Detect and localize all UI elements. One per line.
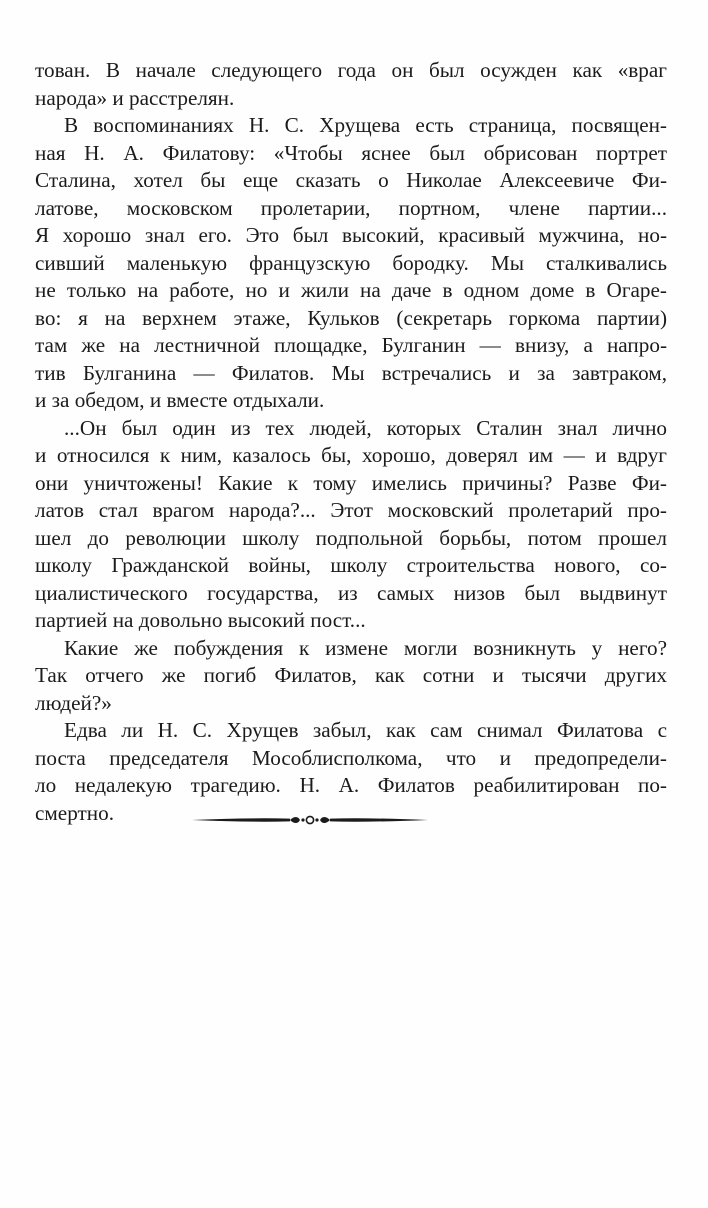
text-line: и за обедом, и вместе отдыхали.: [35, 388, 325, 412]
text-line: тован. В начале следующего года он был осужден как «враг: [35, 58, 667, 82]
text-line: В воспоминаниях Н. С. Хрущева есть страница, посвящен-: [64, 113, 667, 137]
text-line: Сталина, хотел бы еще сказать о Николае Алексеевиче Фи-: [35, 168, 667, 192]
text-line: они уничтожены! Какие к тому имелись причины? Разве Фи-: [35, 470, 667, 495]
text-line: Я хорошо знал его. Это был высокий, красивый мужчина, но-: [35, 223, 667, 247]
text-line: смертно.: [35, 800, 115, 825]
text-line: школу Гражданской войны, школу строительства нового, со-: [35, 553, 667, 577]
text-line: ...Он был один из тех людей, которых Сталин знал лично: [64, 415, 667, 440]
text-line: сивший маленькую французскую бородку. Мы сталкивались: [35, 250, 667, 275]
text-line: латове, московском пролетарии, портном, члене партии...: [35, 195, 667, 220]
text-line: Так отчего же погиб Филатов, как сотни и тысячи других: [35, 663, 667, 687]
text-line: ная Н. А. Филатову: «Чтобы яснее был обрисован портрет: [35, 140, 667, 165]
text-line: и относился к ним, казалось бы, хорошо, доверял им — и вдруг: [35, 443, 667, 467]
text-line: ло недалекую трагедию. Н. А. Филатов реабилитирован по-: [35, 773, 667, 797]
text-line: Едва ли Н. С. Хрущев забыл, как сам снимал Филатова с: [64, 718, 667, 742]
text-line: там же на лестничной площадке, Булганин — внизу, а напро-: [35, 333, 667, 357]
section-divider-ornament-icon: [190, 810, 430, 830]
text-line: шел до революции школу подпольной борьбы, потом прошел: [35, 525, 667, 550]
text-line: поста председателя Мособлисполкома, что и предопредели-: [35, 745, 667, 770]
text-line: циалистического государства, из самых низов был выдвинут: [35, 580, 667, 605]
text-line: латов стал врагом народа?... Этот московский пролетарий про-: [35, 498, 667, 522]
text-line: не только на работе, но и жили на даче в одном доме в Огаре-: [35, 278, 667, 302]
text-line: Какие же побуждения к измене могли возникнуть у него?: [64, 635, 667, 660]
text-line: во: я на верхнем этаже, Кульков (секретарь горкома партии): [35, 305, 667, 330]
text-line: тив Булганина — Филатов. Мы встречались и за завтраком,: [35, 360, 667, 385]
text-line: народа» и расстрелян.: [35, 85, 235, 110]
text-line: партией на довольно высокий пост...: [35, 608, 366, 632]
text-line: людей?»: [35, 690, 112, 715]
body-text: [35, 57, 667, 827]
